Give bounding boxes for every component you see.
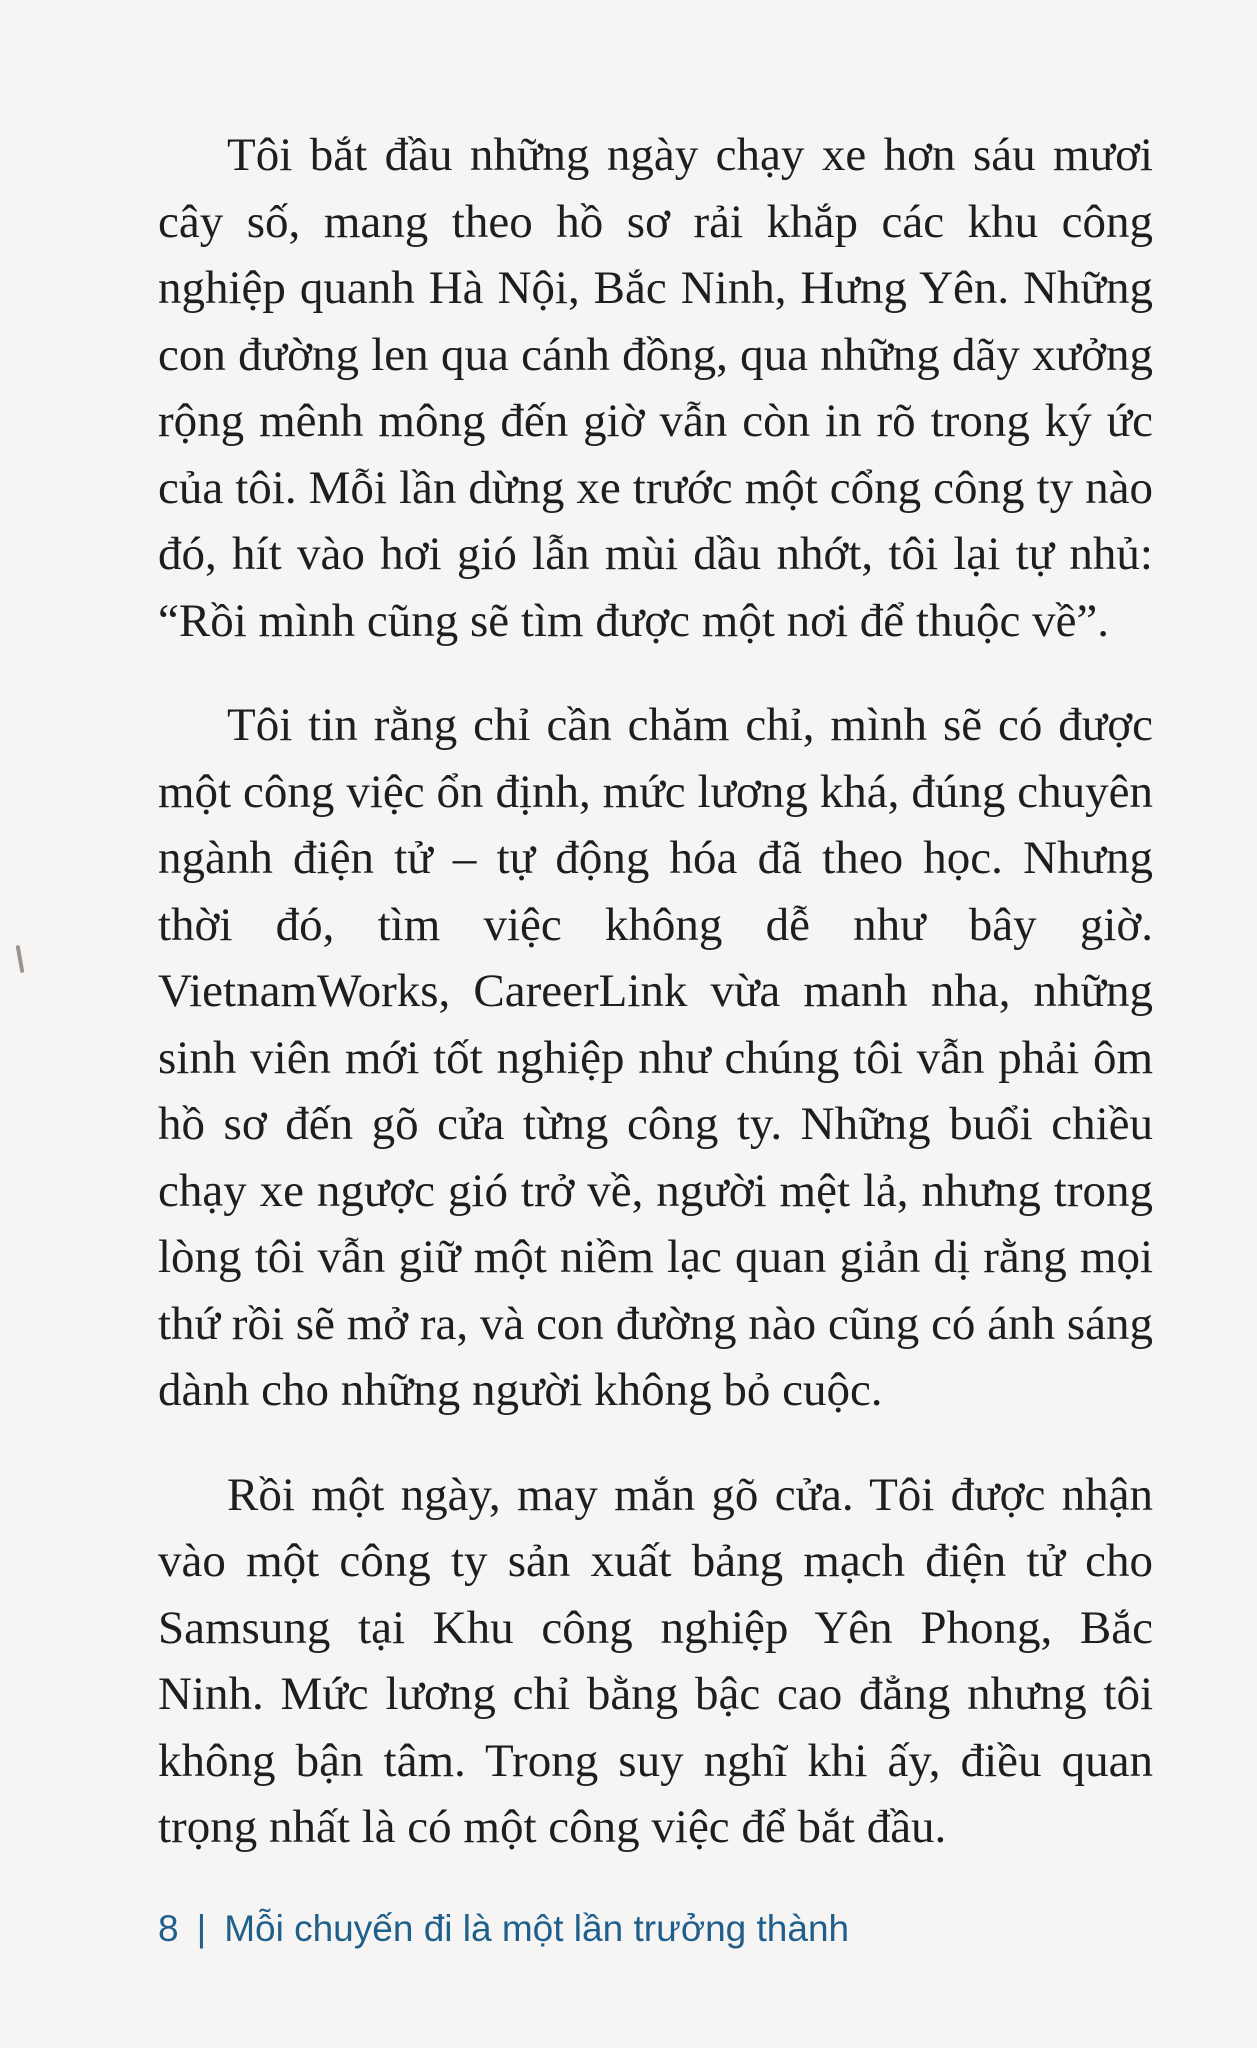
paragraph-2: Tôi tin rằng chỉ cần chăm chỉ, mình sẽ có được một công việc ổn định, mức lương khá, đúng chuyên ngành điện tử – tự động hóa đã theo học. Nhưng thời đó, tìm việc không dễ như bây giờ. VietnamWorks, CareerLink vừa manh nha, những sinh viên mới tốt nghiệp như chúng tôi vẫn phải ôm hồ sơ đến gõ cửa từng công ty. Những buổi chiều chạy xe ngược gió trở về, người mệt lả, nhưng trong lòng tôi vẫn giữ một niềm lạc quan giản dị rằng mọi thứ rồi sẽ mở ra, và con đường nào cũng có ánh sáng dành cho những người không bỏ cuộc. bbox=[158, 699, 1153, 1416]
book-title: Mỗi chuyến đi là một lần trưởng thành bbox=[224, 1908, 850, 1949]
page-footer bbox=[158, 1908, 849, 1950]
body-text bbox=[158, 122, 1153, 1899]
paragraph-3: Rồi một ngày, may mắn gõ cửa. Tôi được nhận vào một công ty sản xuất bảng mạch điện tử cho Samsung tại Khu công nghiệp Yên Phong, Bắc Ninh. Mức lương chỉ bằng bậc cao đẳng nhưng tôi không bận tâm. Trong suy nghĩ khi ấy, điều quan trọng nhất là có một công việc để bắt đầu. bbox=[158, 1468, 1153, 1853]
paragraph-1: Tôi bắt đầu những ngày chạy xe hơn sáu mươi cây số, mang theo hồ sơ rải khắp các khu công nghiệp quanh Hà Nội, Bắc Ninh, Hưng Yên. Những con đường len qua cánh đồng, qua những dãy xưởng rộng mênh mông đến giờ vẫn còn in rõ trong ký ức của tôi. Mỗi lần dừng xe trước một cổng công ty nào đó, hít vào hơi gió lẫn mùi dầu nhớt, tôi lại tự nhủ: “Rồi mình cũng sẽ tìm được một nơi để thuộc về”. bbox=[158, 129, 1153, 647]
page-number: 8 bbox=[158, 1908, 179, 1949]
scan-artifact-mark bbox=[16, 945, 25, 973]
footer-separator: | bbox=[196, 1908, 207, 1949]
